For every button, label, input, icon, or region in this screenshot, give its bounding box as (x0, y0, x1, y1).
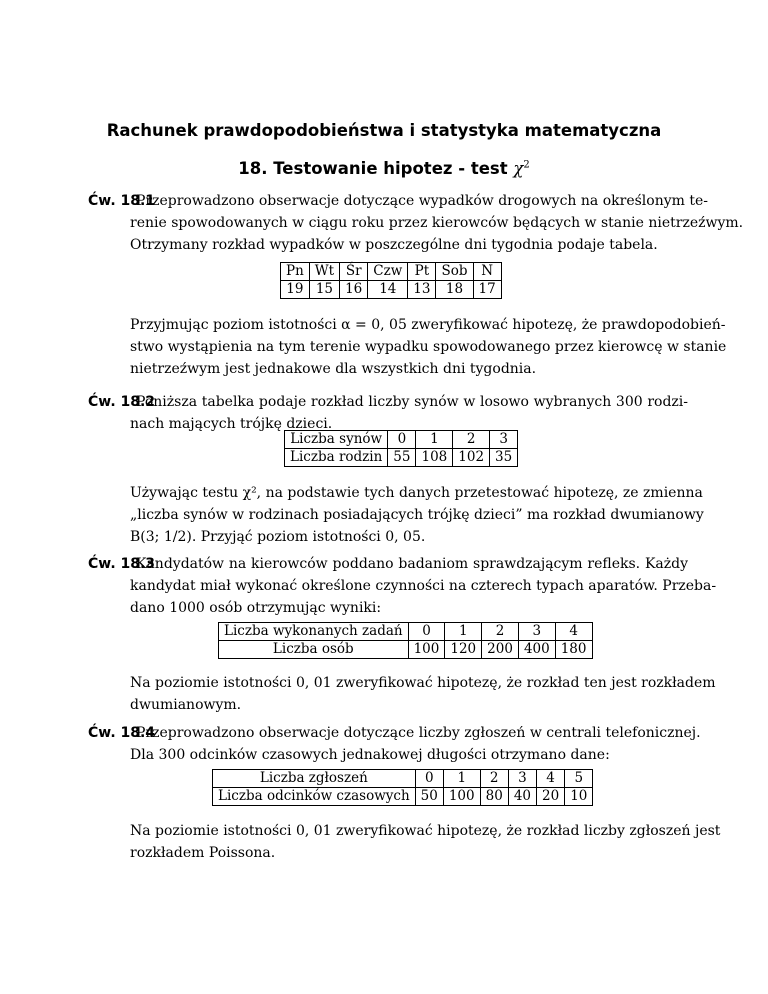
table-sons-per-family (284, 430, 518, 467)
exercise-18-2-outro (88, 482, 704, 548)
exercise-text-line: dwumianowym. (130, 697, 242, 713)
table-cell: 108 (416, 449, 453, 467)
exercise-text-line: „liczba synów w rodzinach posiadających trójkę dzieci” ma rozkład dwumianowy (130, 507, 704, 523)
table-header-row (281, 263, 502, 281)
table-cell: Liczba osób (219, 641, 409, 659)
table-cell: Liczba odcinków czasowych (213, 788, 416, 806)
table-cell: 4 (537, 770, 565, 788)
exercise-18-3-outro (88, 672, 716, 716)
table-cell: Pn (281, 263, 310, 281)
table-cell: 3 (508, 770, 536, 788)
table-cell: 1 (443, 770, 480, 788)
table-cell: Liczba wykonanych zadań (219, 623, 409, 641)
table-cell: 15 (309, 281, 339, 299)
table-cell: 55 (388, 449, 416, 467)
table-header-row (213, 770, 593, 788)
table-cell: 2 (453, 431, 490, 449)
exercise-label: Ćw. 18.2 (88, 394, 156, 410)
table-cell: Liczba synów (285, 431, 388, 449)
exercise-18-2 (88, 391, 688, 435)
exercise-text-line: kandydat miał wykonać określone czynności na czterech typach aparatów. Przeba- (130, 578, 717, 594)
exercise-label: Ćw. 18.1 (88, 193, 156, 209)
table-cell: 100 (408, 641, 445, 659)
exercise-text-line: rozkładem Poissona. (130, 845, 276, 861)
table-cell: 2 (482, 623, 519, 641)
exercise-text-line: Na poziomie istotności 0, 01 zweryfikować hipotezę, że rozkład liczby zgłoszeń jest (130, 823, 721, 839)
table-cell: 5 (565, 770, 593, 788)
exercise-18-1-outro (88, 314, 727, 380)
table-cell: 4 (555, 623, 592, 641)
section-title-text: 18. Testowanie hipotez - test (238, 159, 508, 178)
table-cell: 35 (495, 449, 513, 465)
table-row (285, 449, 518, 467)
chi-symbol: χ (513, 159, 524, 178)
exercise-text-line: Używając testu χ², na podstawie tych danych przetestować hipotezę, ze zmienna (130, 485, 703, 501)
table-cell: Sob (436, 263, 473, 281)
exercise-18-3 (88, 553, 717, 619)
table-cell: 3 (490, 431, 518, 449)
table-cell: 120 (445, 641, 482, 659)
document-title: Rachunek prawdopodobieństwa i statystyka matematyczna (106, 121, 662, 140)
table-cell: 200 (482, 641, 519, 659)
table-cell: 17 (478, 281, 496, 297)
table-cell: Liczba zgłoszeń (213, 770, 416, 788)
exercise-text-line: Na poziomie istotności 0, 01 zweryfikować hipotezę, że rozkład ten jest rozkładem (130, 675, 716, 691)
exercise-label: Ćw. 18.3 (88, 556, 156, 572)
exercise-18-1 (88, 190, 744, 256)
table-cell: 102 (453, 449, 490, 467)
table-cell: Pt (408, 263, 436, 281)
table-cell: N (473, 263, 501, 281)
table-cell: 1 (445, 623, 482, 641)
table-cell: 19 (281, 281, 310, 299)
section-title (0, 159, 768, 178)
exercise-text-line: dano 1000 osób otrzymując wyniki: (130, 600, 382, 616)
exercise-18-4-outro (88, 820, 721, 864)
table-cell: 0 (415, 770, 443, 788)
table-header-row (219, 623, 593, 641)
table-accidents-per-day (280, 262, 502, 299)
exercise-text-line: Poniższa tabelka podaje rozkład liczby synów w losowo wybranych 300 rodzi- (136, 394, 688, 410)
exercise-text-line: stwo wystąpienia na tym terenie wypadku spowodowanego przez kierowcę w stanie (130, 339, 727, 355)
exercise-text-line: Dla 300 odcinków czasowych jednakowej długości otrzymano dane: (130, 747, 610, 763)
table-cell: 50 (415, 788, 443, 806)
table-cell: 3 (518, 623, 555, 641)
table-cell: 16 (340, 281, 368, 299)
exercise-label: Ćw. 18.4 (88, 725, 156, 741)
table-cell: 80 (480, 788, 508, 806)
table-cell: 14 (368, 281, 408, 299)
table-cell: Śr (340, 263, 368, 281)
table-cell: 400 (518, 641, 555, 659)
table-cell: Liczba rodzin (285, 449, 388, 467)
table-cell: 180 (560, 641, 587, 657)
table-cell: 1 (416, 431, 453, 449)
table-cell: 0 (388, 431, 416, 449)
table-cell: 10 (570, 788, 588, 804)
table-reflex-tests (218, 622, 593, 659)
chi-exponent: 2 (523, 159, 530, 171)
exercise-text-line: nietrzeźwym jest jednakowe dla wszystkich dni tygodnia. (130, 361, 537, 377)
exercise-text-line: B(3; 1/2). Przyjąć poziom istotności 0, 05. (130, 529, 426, 545)
table-cell: 13 (408, 281, 436, 299)
exercise-text-line: Otrzymany rozkład wypadków w poszczególne dni tygodnia podaje tabela. (130, 237, 658, 253)
exercise-text-line: Przeprowadzono obserwacje dotyczące wypadków drogowych na określonym te- (136, 193, 708, 209)
exercise-text-line: Przyjmując poziom istotności α = 0, 05 zweryfikować hipotezę, że prawdopodobień- (130, 317, 726, 333)
table-phone-calls (212, 769, 593, 806)
table-cell: Wt (309, 263, 339, 281)
table-row (219, 641, 593, 659)
exercise-18-4 (88, 722, 701, 766)
table-cell: 20 (537, 788, 565, 806)
table-cell: Czw (368, 263, 408, 281)
table-cell: 40 (508, 788, 536, 806)
exercise-text-line: Kandydatów na kierowców poddano badaniom sprawdzającym refleks. Każdy (136, 556, 688, 572)
table-cell: 2 (480, 770, 508, 788)
table-header-row (285, 431, 518, 449)
exercise-text-line: nach mających trójkę dzieci. (130, 416, 333, 432)
exercise-text-line: Przeprowadzono obserwacje dotyczące liczby zgłoszeń w centrali telefonicznej. (136, 725, 701, 741)
table-row (281, 281, 502, 299)
table-row (213, 788, 593, 806)
exercise-text-line: renie spowodowanych w ciągu roku przez kierowców będących w stanie nietrzeźwym. (130, 215, 744, 231)
table-cell: 0 (408, 623, 445, 641)
table-cell: 18 (436, 281, 473, 299)
table-cell: 100 (443, 788, 480, 806)
